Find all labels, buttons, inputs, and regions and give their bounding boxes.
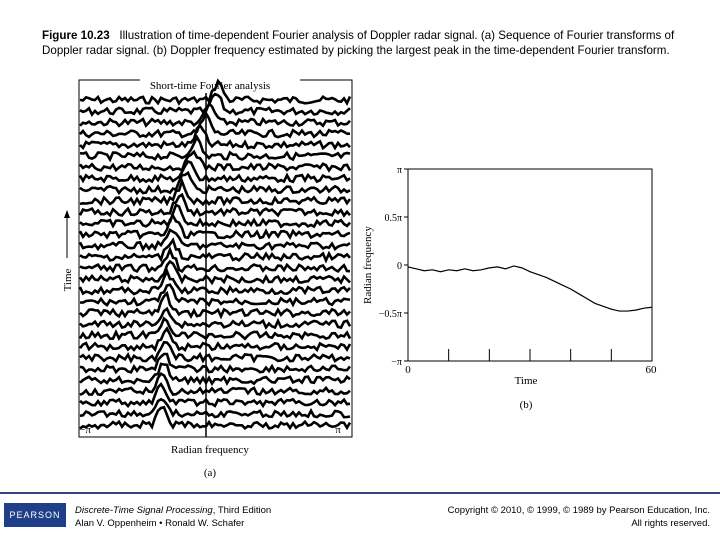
pearson-logo: PEARSON bbox=[4, 503, 66, 527]
panel-b bbox=[362, 165, 657, 411]
time-arrow-head bbox=[64, 210, 70, 218]
book-title: Discrete-Time Signal Processing bbox=[75, 505, 213, 516]
doppler-frequency-line bbox=[408, 266, 652, 311]
x-tick-label-a-min: −π bbox=[79, 424, 91, 436]
panel-b-y-ticks bbox=[404, 169, 408, 361]
y-tick-label: 0.5π bbox=[384, 213, 402, 224]
book-authors: Alan V. Oppenheim • Ronald W. Schafer bbox=[75, 517, 245, 529]
panel-a-xlabel: Radian frequency bbox=[171, 444, 249, 456]
book-title-line bbox=[75, 505, 271, 518]
book-edition: , Third Edition bbox=[212, 505, 272, 516]
panel-b-frame bbox=[408, 169, 652, 361]
y-tick-label: 0 bbox=[397, 261, 402, 272]
x-tick-label-b-0: 0 bbox=[405, 364, 411, 376]
panel-b-caption: (b) bbox=[519, 399, 533, 411]
panel-a-caption: (a) bbox=[203, 467, 217, 479]
y-tick-label: −0.5π bbox=[378, 309, 402, 320]
panel-b-y-tick-labels bbox=[379, 165, 402, 368]
copyright-block bbox=[448, 505, 710, 530]
figure-label: Figure 10.23 bbox=[42, 29, 110, 42]
panel-b-ylabel: Radian frequency bbox=[362, 226, 374, 304]
panel-a-title: Short-time Fourier analysis bbox=[149, 80, 271, 92]
rights-text: All rights reserved. bbox=[631, 517, 710, 529]
copyright-text: Copyright © 2010, © 1999, © 1989 by Pearson Education, Inc. bbox=[447, 505, 710, 516]
panel-b-xlabel: Time bbox=[514, 375, 538, 387]
panel-b-x-ticks bbox=[408, 349, 652, 361]
footer-rule bbox=[0, 492, 720, 494]
figure-caption-text: Illustration of time-dependent Fourier analysis of Doppler radar signal. (a) Sequence of Fourier transforms of Doppler radar signal. (b) Doppler frequency estimated by picking the largest peak in the time-dependent Fourier transform. bbox=[42, 29, 675, 58]
x-tick-label-a-max: π bbox=[335, 424, 341, 436]
panel-a bbox=[62, 77, 352, 479]
book-credit bbox=[75, 505, 271, 530]
y-tick-label: −π bbox=[391, 357, 402, 368]
panel-a-ylabel: Time bbox=[62, 268, 74, 292]
y-tick-label: π bbox=[396, 165, 402, 176]
x-tick-label-b-60: 60 bbox=[645, 364, 657, 376]
